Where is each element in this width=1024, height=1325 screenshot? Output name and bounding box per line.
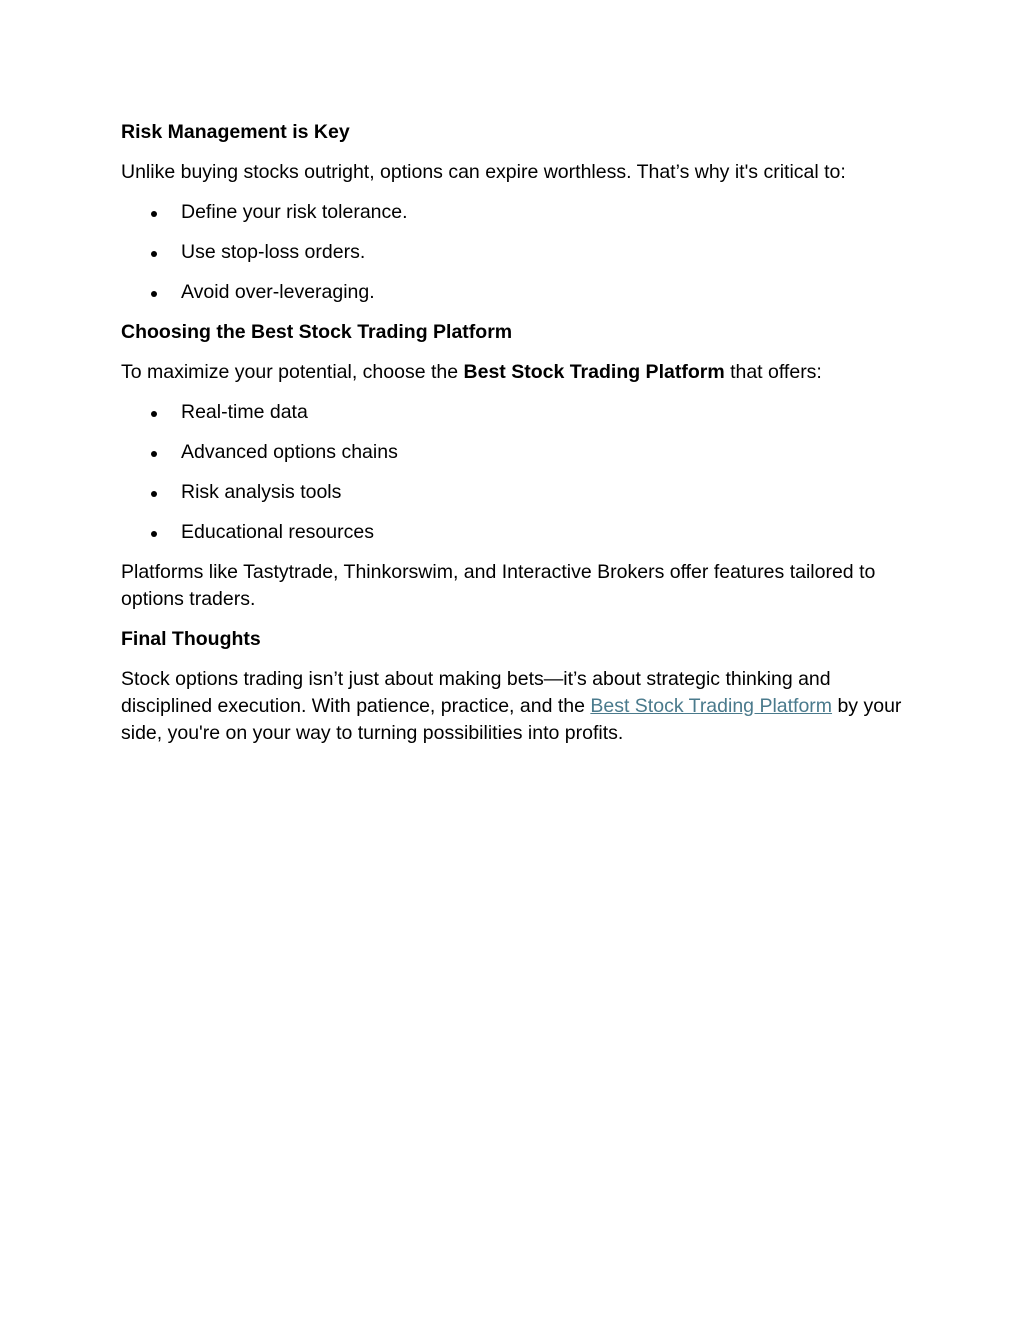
heading-risk-management: Risk Management is Key xyxy=(121,121,350,143)
list-item xyxy=(121,199,911,226)
intro-text-end: that offers: xyxy=(724,361,822,383)
list-item xyxy=(121,399,911,426)
list-item xyxy=(121,439,911,466)
risk-intro-paragraph: Unlike buying stocks outright, options can expire worthless. That’s why it's critical to: xyxy=(121,161,846,183)
platform-intro-paragraph xyxy=(121,359,911,386)
bullet-icon xyxy=(151,451,157,457)
bullet-icon xyxy=(151,291,157,297)
best-platform-link[interactable]: Best Stock Trading Platform xyxy=(590,695,833,717)
bullet-icon xyxy=(151,211,157,217)
heading-choosing-platform: Choosing the Best Stock Trading Platform xyxy=(121,321,513,343)
list-item-text: Define your risk tolerance. xyxy=(181,201,408,223)
list-item-text: Advanced options chains xyxy=(181,441,398,463)
platform-closing-paragraph: Platforms like Tastytrade, Thinkorswim, and Interactive Brokers offer features tailored to options traders. xyxy=(121,561,876,610)
platform-features-list xyxy=(121,399,911,546)
list-item-text: Real-time data xyxy=(181,401,308,423)
bullet-icon xyxy=(151,251,157,257)
list-item-text: Avoid over-leveraging. xyxy=(181,281,375,303)
list-item-text: Educational resources xyxy=(181,521,374,543)
list-item xyxy=(121,239,911,266)
heading-final-thoughts: Final Thoughts xyxy=(121,628,261,650)
intro-bold-text: Best Stock Trading Platform xyxy=(463,361,725,383)
final-text-end: by your side, you're on your way to turning possibilities into profits. xyxy=(121,695,902,744)
final-text: Stock options trading isn’t just about making bets—it’s about strategic thinking and disciplined execution. With patience, practice, and the xyxy=(121,668,831,717)
list-item xyxy=(121,479,911,506)
list-item xyxy=(121,279,911,306)
final-paragraph xyxy=(121,666,911,747)
intro-text: To maximize your potential, choose the xyxy=(121,361,464,383)
list-item-text: Use stop-loss orders. xyxy=(181,241,366,263)
risk-list xyxy=(121,199,911,306)
bullet-icon xyxy=(151,491,157,497)
bullet-icon xyxy=(151,531,157,537)
list-item-text: Risk analysis tools xyxy=(181,481,342,503)
document-page xyxy=(121,119,911,760)
list-item xyxy=(121,519,911,546)
bullet-icon xyxy=(151,411,157,417)
